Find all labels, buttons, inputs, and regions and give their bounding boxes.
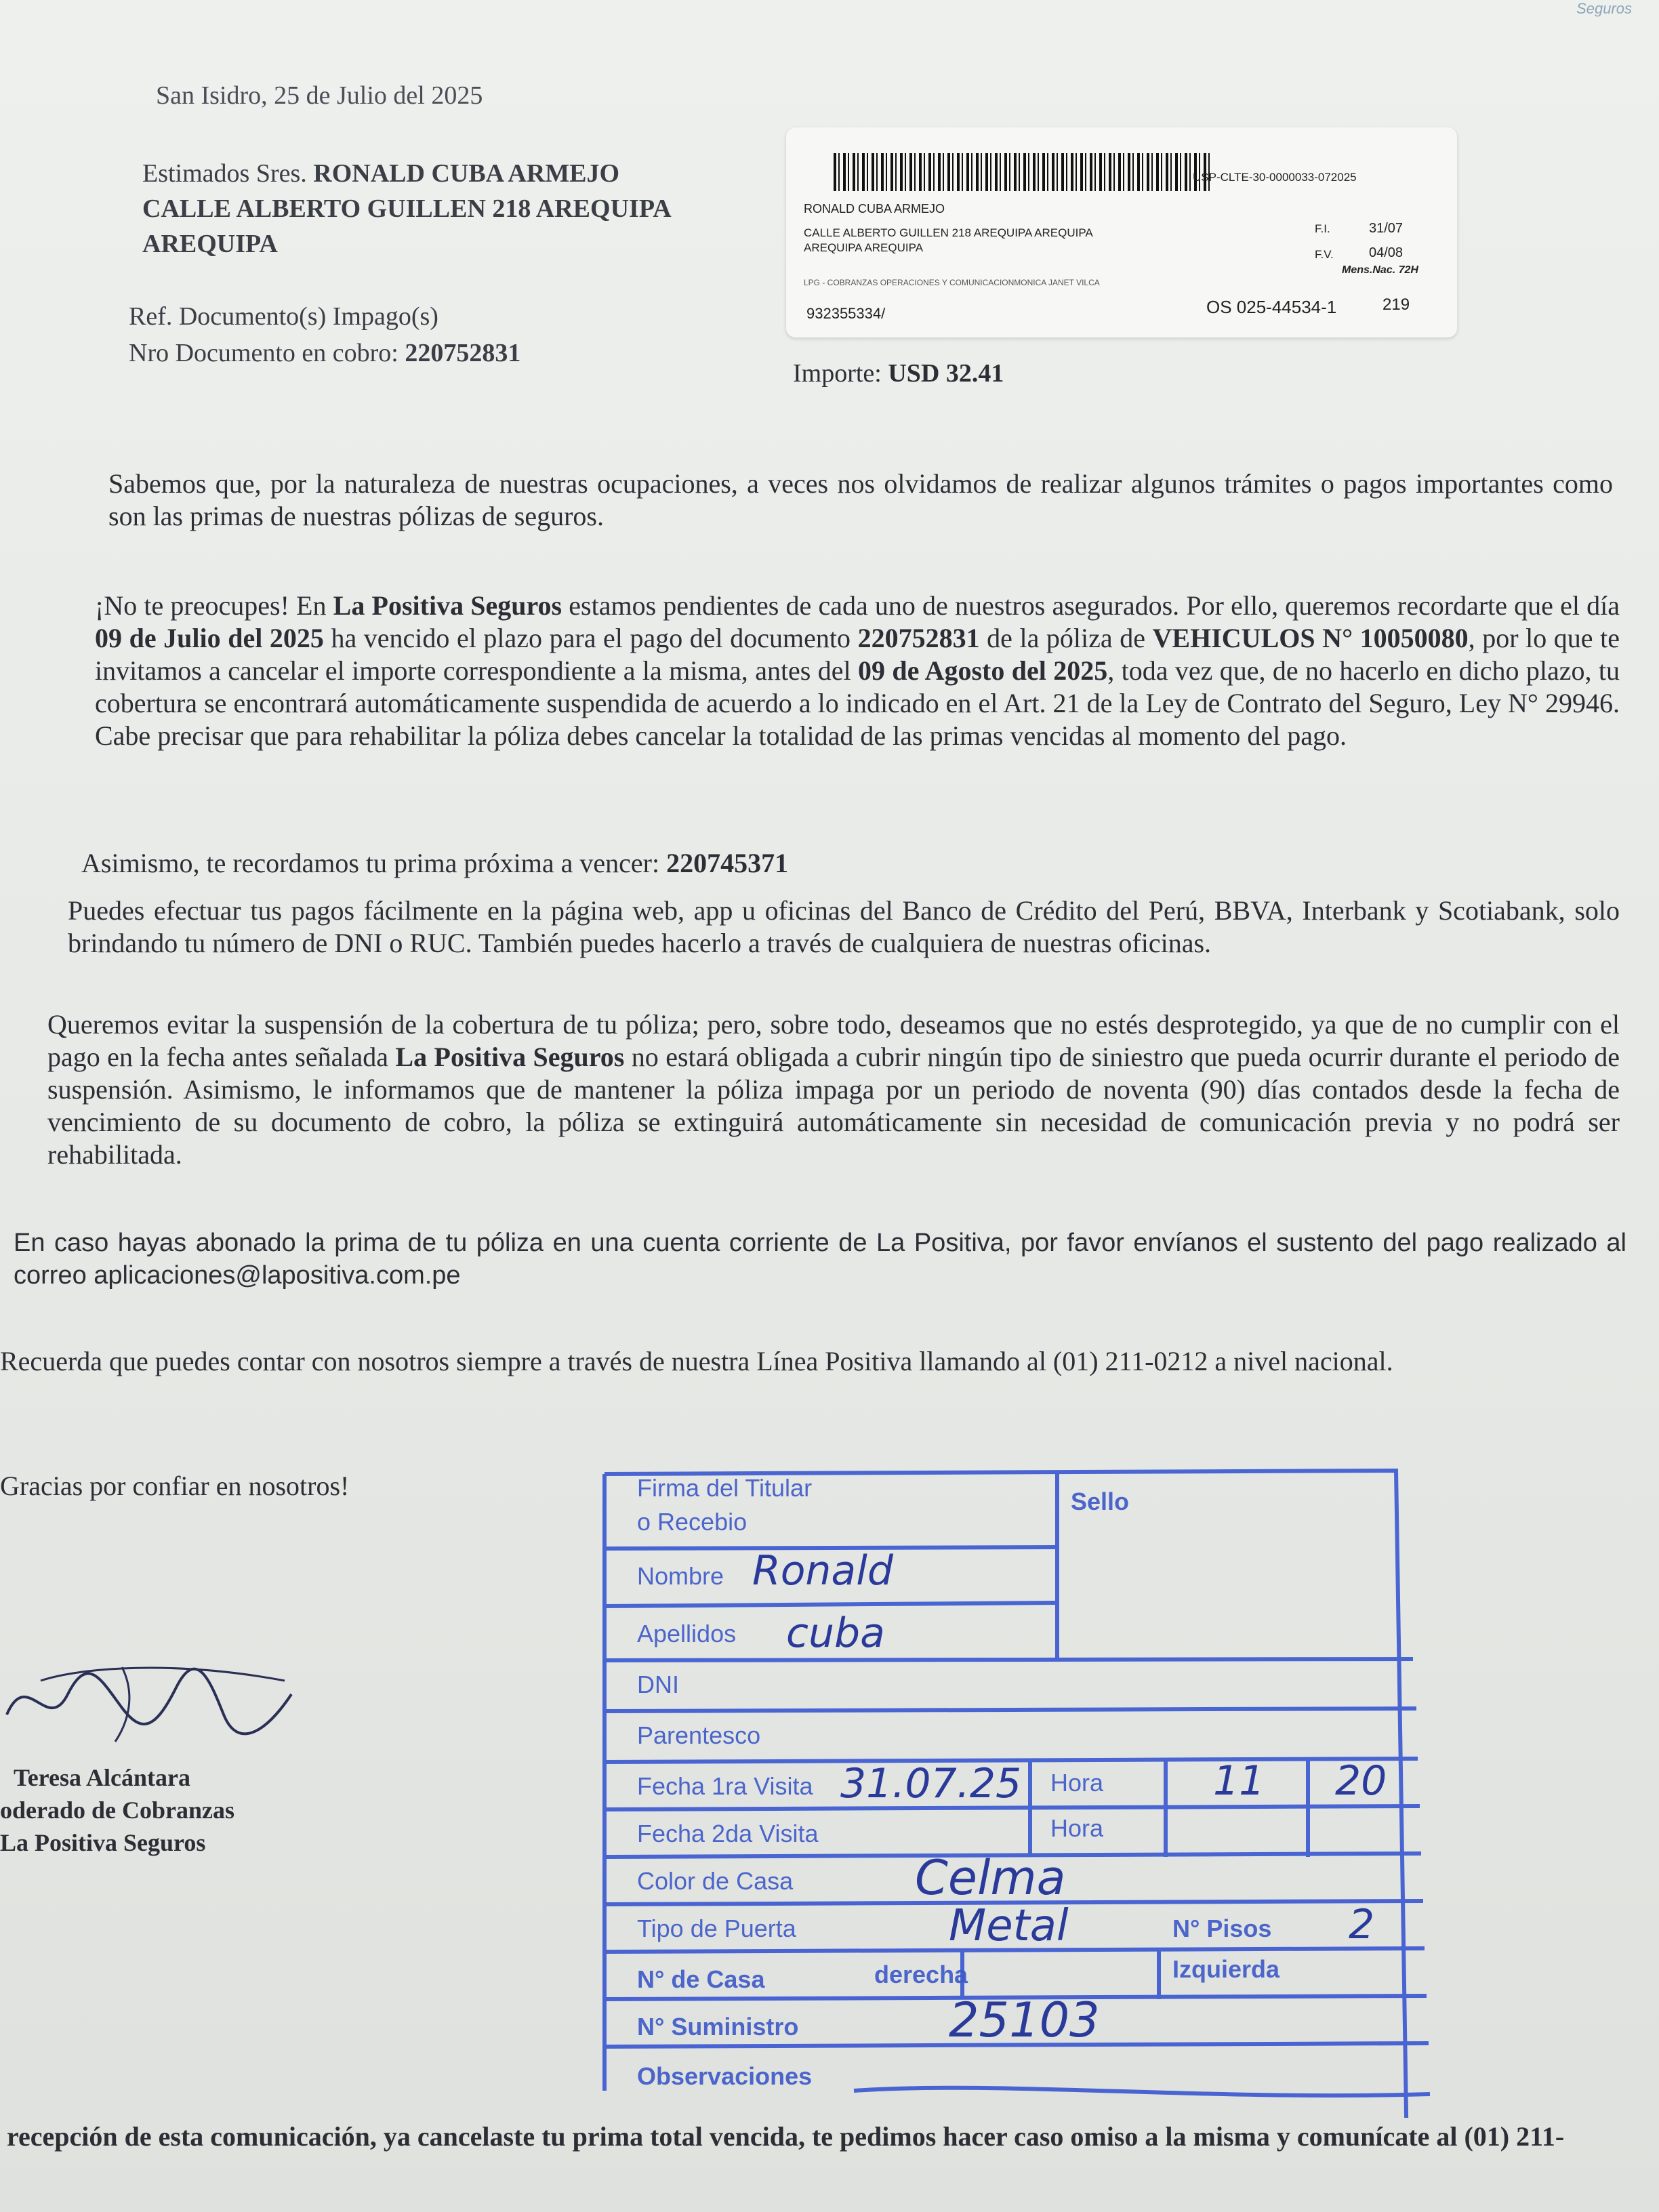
- due-date: 09 de Julio del 2025: [95, 623, 324, 653]
- value-hora-m: 20: [1335, 1757, 1387, 1805]
- signature-image: [0, 1640, 319, 1755]
- amount-label: Importe:: [793, 359, 882, 388]
- value-fecha1: 31.07.25: [840, 1760, 1022, 1807]
- label-pisos: N° Pisos: [1172, 1914, 1272, 1942]
- label-fecha1: Fecha 1ra Visita: [637, 1772, 813, 1800]
- signatory-name: Teresa Alcántara: [14, 1764, 190, 1791]
- paragraph-2: [95, 590, 1620, 752]
- label-recibio: o Recebio: [637, 1508, 747, 1536]
- label-fv-value: 04/08: [1369, 245, 1404, 260]
- mailing-label: [786, 127, 1457, 337]
- label-fecha2: Fecha 2da Visita: [637, 1820, 819, 1847]
- label-address-2: AREQUIPA AREQUIPA: [804, 241, 924, 254]
- footer-line: recepción de esta comunicación, ya cancelaste tu prima total vencida, te pedimos hacer caso omiso a la misma y comunícate al (01) 211-: [7, 2121, 1565, 2152]
- value-tipo: Metal: [949, 1901, 1069, 1951]
- company-name-2: La Positiva Seguros: [395, 1042, 625, 1072]
- deadline-date: 09 de Agosto del 2025: [858, 655, 1108, 686]
- p2-text-a: ¡No te preocupes! En: [95, 590, 333, 621]
- value-pisos: 2: [1349, 1901, 1375, 1948]
- p2-text-d: de la póliza de: [979, 623, 1153, 653]
- label-color: Color de Casa: [637, 1867, 794, 1895]
- value-nombre: Ronald: [752, 1547, 893, 1595]
- label-hora: Hora: [1050, 1769, 1104, 1797]
- label-mens: Mens.Nac. 72H: [1342, 264, 1418, 276]
- label-observaciones: Observaciones: [637, 2062, 813, 2090]
- label-lpg: LPG - COBRANZAS OPERACIONES Y COMUNICACIONMONICA JANET VILCA: [804, 278, 1100, 287]
- paragraph-1: Sabemos que, por la naturaleza de nuestras ocupaciones, a veces nos olvidamos de realizar algunos trámites o pagos importantes como son las primas de nuestras pólizas de seguros.: [108, 468, 1613, 531]
- value-color: Celma: [915, 1850, 1066, 1906]
- corner-logo: Seguros: [1576, 0, 1632, 17]
- label-izquierda: Izquierda: [1172, 1955, 1280, 1983]
- label-number: 219: [1382, 295, 1410, 314]
- label-firma: Firma del Titular: [637, 1474, 813, 1502]
- amount: [793, 358, 1004, 389]
- label-code: USP-CLTE-30-0000033-072025: [1193, 171, 1357, 184]
- paragraph-7: Recuerda que puedes contar con nosotros siempre a través de nuestra Línea Positiva llamando al (01) 211-0212 a nivel nacional.: [0, 1346, 1393, 1376]
- paragraph-5: [47, 1008, 1620, 1171]
- recipient-name: RONALD CUBA ARMEJO: [313, 159, 620, 188]
- label-nombre: Nombre: [637, 1562, 724, 1590]
- company-name: La Positiva Seguros: [333, 590, 562, 621]
- recipient-prefix: Estimados Sres.: [142, 159, 307, 188]
- paragraph-6: En caso hayas abonado la prima de tu póliza en una cuenta corriente de La Positiva, por favor envíanos el sustento del pago realizado al correo aplicaciones@lapositiva.com.pe: [14, 1229, 1626, 1290]
- amount-value: USD 32.41: [888, 359, 1004, 388]
- p2-text-b: estamos pendientes de cada uno de nuestros asegurados. Por ello, queremos recordarte que el día: [562, 590, 1620, 621]
- document-number-label: Nro Documento en cobro:: [129, 339, 398, 367]
- signatory-role: oderado de Cobranzas: [0, 1797, 235, 1824]
- label-derecha: derecha: [874, 1961, 968, 1988]
- thanks-line: Gracias por confiar en nosotros!: [0, 1471, 350, 1501]
- p5-text-b: no estará obligada a cubrir ningún tipo de siniestro que pueda ocurrir durante el periodo de suspensión. Asimismo, le informamos que de mantener la póliza impaga por un periodo de noventa (90) días contados desde la fecha de vencimiento de su documento de cobro, la póliza se extinguirá automáticamente sin necesidad de comunicación previa y no podrá ser rehabilitada.: [47, 1042, 1620, 1170]
- label-fv: F.V.: [1315, 248, 1334, 261]
- visit-stamp-form: [596, 1467, 1443, 2118]
- p2-text-e: , por lo que te invitamos a cancelar el importe correspondiente a la misma, antes del: [95, 623, 1620, 686]
- label-fi-value: 31/07: [1369, 221, 1404, 236]
- label-dni: DNI: [637, 1671, 679, 1698]
- label-casa: N° de Casa: [637, 1965, 765, 1993]
- label-address-1: CALLE ALBERTO GUILLEN 218 AREQUIPA AREQUIPA: [804, 226, 1093, 239]
- p5-text-a: Queremos evitar la suspensión de la cobertura de tu póliza; pero, sobre todo, deseamos que no estés desprotegido, ya que de no cumplir con el pago en la fecha antes señalada: [47, 1009, 1620, 1072]
- barcode: [834, 153, 1213, 191]
- label-hora2: Hora: [1050, 1814, 1104, 1842]
- value-apellidos: cuba: [786, 1610, 885, 1657]
- value-hora-h: 11: [1213, 1757, 1265, 1805]
- recipient-address: CALLE ALBERTO GUILLEN 218 AREQUIPA: [142, 194, 672, 223]
- label-tipo: Tipo de Puerta: [637, 1914, 796, 1942]
- label-name: RONALD CUBA ARMEJO: [804, 202, 945, 216]
- value-suministro: 25103: [949, 1992, 1100, 2048]
- label-apellidos: Apellidos: [637, 1620, 737, 1647]
- p2-text-f: , toda vez que, de no hacerlo en dicho plazo, tu cobertura se encontrará automáticamente suspendida de acuerdo a lo indicado en el Art. 21 de la Ley de Contrato del Seguro, Ley N° 29946. Cabe precisar que para rehabilitar la póliza debes cancelar la totalidad de las primas vencidas al momento del pago.: [95, 655, 1620, 751]
- paragraph-3: [81, 847, 1606, 880]
- paragraph-4: Puedes efectuar tus pagos fácilmente en la página web, app u oficinas del Banco de Crédito del Perú, BBVA, Interbank y Scotiabank, solo brindando tu número de DNI o RUC. También puedes hacerlo a través de cualquiera de nuestras oficinas.: [68, 895, 1620, 958]
- policy-number: VEHICULOS N° 10050080: [1152, 623, 1469, 653]
- label-parentesco: Parentesco: [637, 1721, 761, 1749]
- recipient-city: AREQUIPA: [142, 230, 278, 258]
- letter-date: San Isidro, 25 de Julio del 2025: [156, 81, 483, 110]
- label-fi: F.I.: [1315, 222, 1330, 235]
- label-suministro: N° Suministro: [637, 2013, 799, 2041]
- label-phone: 932355334/: [806, 305, 886, 322]
- p2-text-c: ha vencido el plazo para el pago del documento: [323, 623, 858, 653]
- next-premium: 220745371: [666, 848, 789, 878]
- document-ref: 220752831: [857, 623, 980, 653]
- p3-text: Asimismo, te recordamos tu prima próxima a vencer:: [81, 848, 667, 878]
- label-os: OS 025-44534-1: [1206, 297, 1337, 317]
- reference-title: Ref. Documento(s) Impago(s): [129, 302, 438, 331]
- document-number: 220752831: [405, 339, 521, 367]
- recipient-block: [142, 156, 672, 262]
- reference-block: [129, 298, 520, 371]
- label-sello: Sello: [1071, 1488, 1130, 1515]
- signatory-company: La Positiva Seguros: [0, 1829, 206, 1856]
